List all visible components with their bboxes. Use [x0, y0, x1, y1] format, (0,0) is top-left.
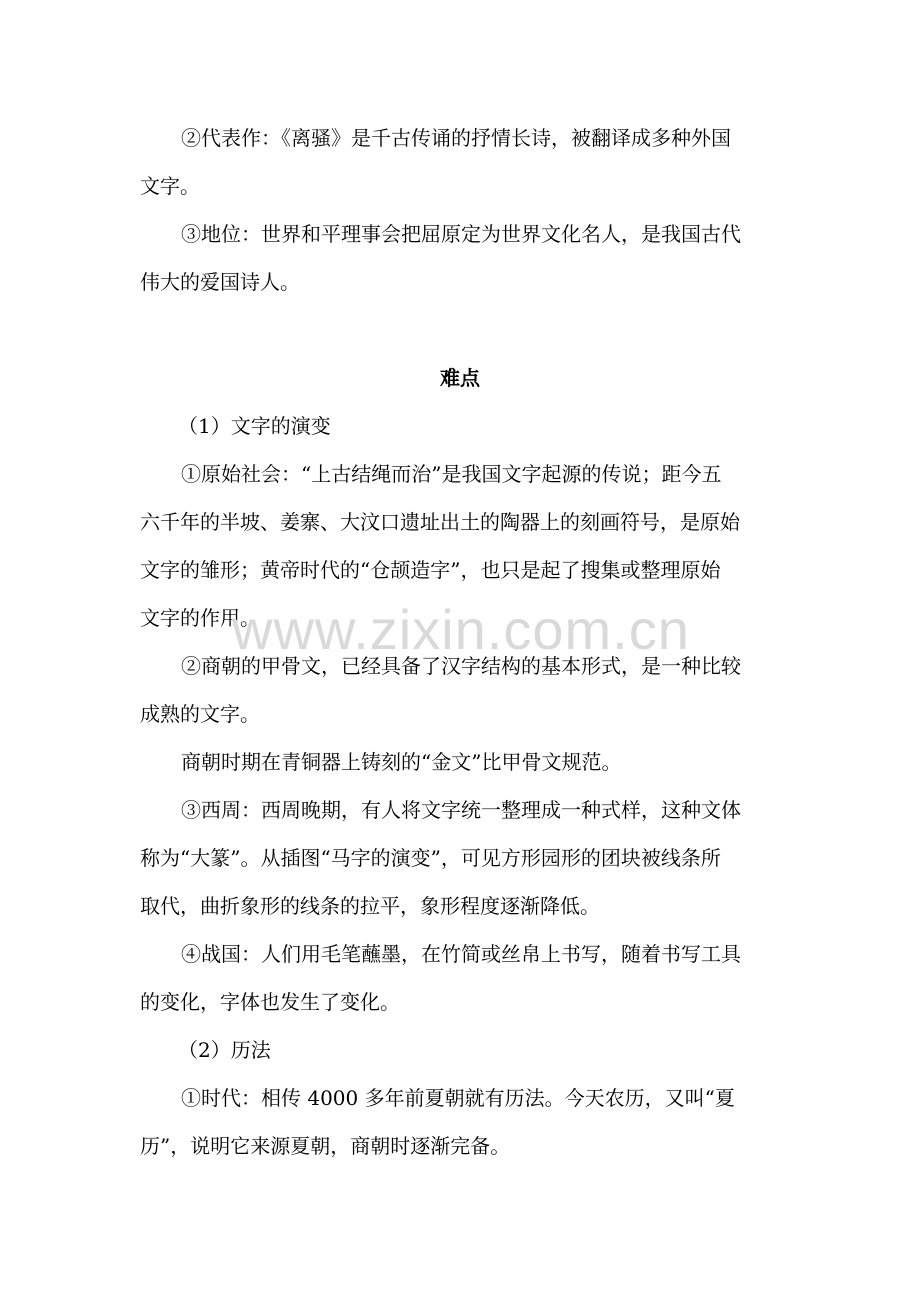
paragraph-line: ②代表作：《离骚》是千古传诵的抒情长诗，被翻译成多种外国	[181, 126, 731, 150]
paragraph-line: 文字。	[140, 174, 200, 198]
paragraph-line: 商朝时期在青铜器上铸刻的“金文”比甲骨文规范。	[181, 750, 622, 774]
subsection-title: （2）历法	[178, 1038, 271, 1062]
section-heading: 难点	[440, 366, 480, 390]
paragraph-line: ③西周：西周晚期，有人将文字统一整理成一种式样，这种文体	[181, 798, 741, 822]
paragraph-line: ④战国：人们用毛笔蘸墨，在竹简或丝帛上书写，随着书写工具	[181, 942, 741, 966]
subsection-title: （1）文字的演变	[178, 414, 331, 438]
paragraph-line: 文字的雏形；黄帝时代的“仓颉造字”，也只是起了搜集或整理原始	[140, 558, 721, 582]
paragraph-line: 的变化，字体也发生了变化。	[140, 990, 400, 1014]
paragraph-line: 取代，曲折象形的线条的拉平，象形程度逐渐降低。	[140, 894, 600, 918]
paragraph-line: 六千年的半坡、姜寨、大汶口遗址出土的陶器上的刻画符号，是原始	[140, 510, 740, 534]
paragraph-line: ③地位：世界和平理事会把屈原定为世界文化名人，是我国古代	[181, 222, 741, 246]
paragraph-line: ②商朝的甲骨文，已经具备了汉字结构的基本形式，是一种比较	[181, 654, 741, 678]
paragraph-line: ①时代：相传 4000 多年前夏朝就有历法。今天农历，又叫“夏	[181, 1086, 735, 1110]
paragraph-line: 文字的作用。	[140, 606, 260, 630]
watermark-text: www.zixin.com.cn	[232, 598, 690, 661]
paragraph-line: 成熟的文字。	[140, 702, 260, 726]
paragraph-line: 历”，说明它来源夏朝，商朝时逐渐完备。	[140, 1134, 511, 1158]
paragraph-line: 伟大的爱国诗人。	[140, 270, 300, 294]
paragraph-line: 称为“大篆”。从插图“马字的演变”，可见方形园形的团块被线条所	[140, 846, 721, 870]
paragraph-line: ①原始社会：“上古结绳而治”是我国文字起源的传说；距今五	[181, 462, 722, 486]
